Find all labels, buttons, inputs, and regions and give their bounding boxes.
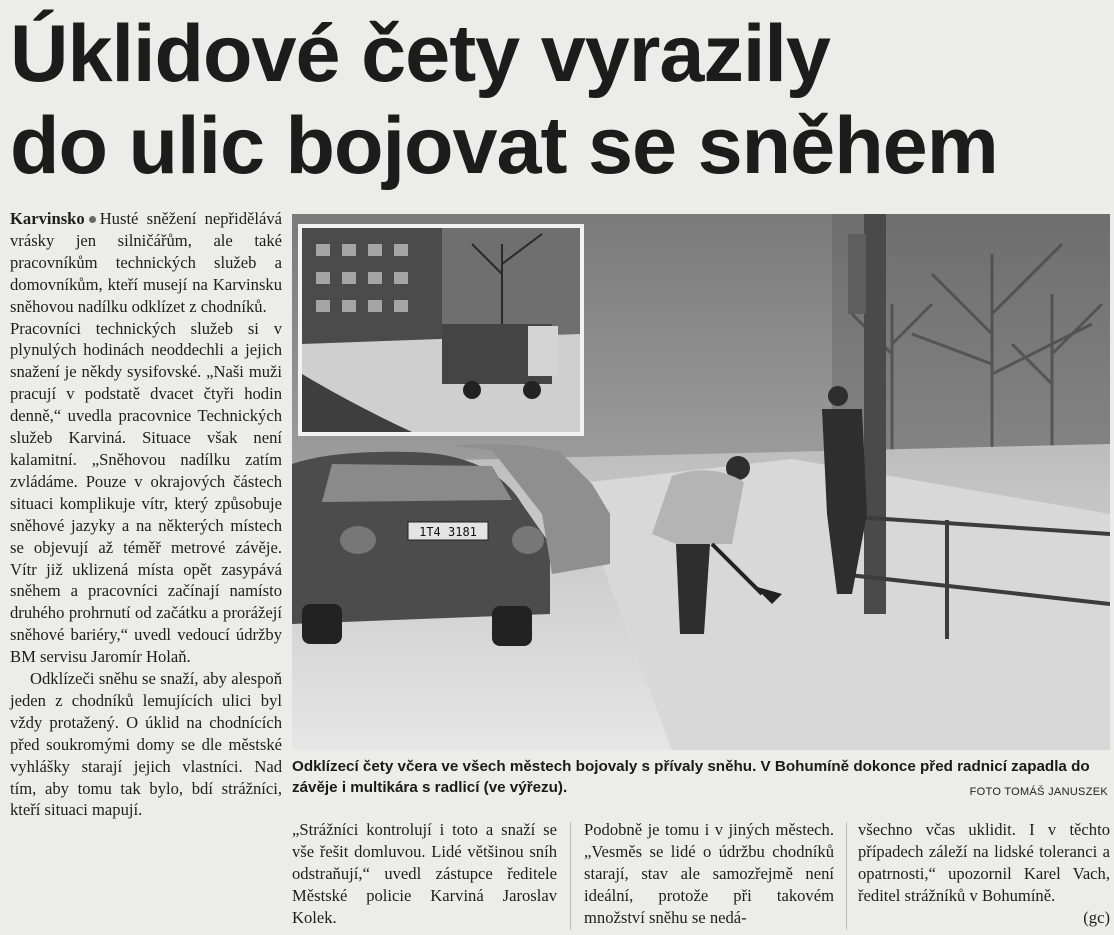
paragraph-1: Husté sněžení nepřidělává vrásky jen silničářům, ale také pracovníkům technických služeb a domovníkům, kteří musejí na Karvinsku sněhovou nadílku odklízet z chodníků. — [10, 209, 282, 316]
author-signature: (gc) — [1083, 907, 1110, 927]
bottom-column-2 — [584, 819, 834, 929]
bottom-paragraph-2: Podobně je tomu i v jiných městech. „Vesměs se lidé o údržbu chodníků starají, stav ale samozřejmě není ideální, protože při takovém množství sněhu se nedá- — [584, 820, 834, 927]
headline-line-2: do ulic bojovat se sněhem — [10, 101, 998, 191]
bottom-column-1 — [292, 819, 557, 929]
license-plate-text: 1T4 3181 — [419, 525, 477, 539]
left-column — [10, 208, 282, 821]
column-rule-1 — [570, 822, 571, 930]
column-rule-2 — [846, 822, 847, 930]
dateline-place: Karvinsko — [10, 209, 85, 228]
photo-caption: Odklízecí čety včera ve všech městech bojovaly s přívaly sněhu. V Bohumíně dokonce před radnicí zapadla do závěje i multikára s radlicí (ve výřezu). — [292, 758, 1090, 796]
headline-line-1: Úklidové čety vyrazily — [10, 9, 830, 99]
paragraph-2: Pracovníci technických služeb si v plynulých hodinách neoddechli a jejich snažení je někdy sysifovské. „Naši muži pracují v podstatě dvacet čtyři hodin denně,“ uvedla pracovnice Technických služeb Karviná. Situace však není kalamitní. „Sněhovou nadílku zatím zvládáme. Pouze v okrajových částech situaci komplikuje vítr, který způsobuje sněhové jazyky a na některých místech se objevují až téměř metrové závěje. Vítr již uklizená místa opět zasypává sněhem a pracovníci začínají namísto druhého prohrnutí od začátku a prorážejí sněhové bariéry,“ uvedl vedoucí údržby BM servisu Jaromír Holaň. — [10, 318, 282, 667]
headline — [10, 8, 1110, 192]
lead-paragraph — [10, 208, 282, 318]
bottom-paragraph-3: všechno včas uklidit. I v těchto případech záleží na lidské toleranci a opatrnosti,“ upozornil Karel Vach, ředitel strážníků v Bohumíně. — [858, 820, 1110, 905]
bullet-icon — [89, 216, 96, 223]
bottom-column-3 — [858, 819, 1110, 929]
photo-credit: FOTO TOMÁŠ JANUSZEK — [969, 786, 1108, 798]
paragraph-3: Odklízeči sněhu se snaží, aby alespoň jeden z chodníků lemujících ulici byl vždy protažený. O úklid na chodnících před soukromými domy se dle městské vyhlášky starají jejich vlastníci. Nad tím, aby tomu tak bylo, bdí strážníci, kteří situaci mapují. — [10, 669, 282, 820]
bottom-paragraph-1: „Strážníci kontrolují i toto a snaží se vše řešit domluvou. Lidé většinou sníh odstraňují,“ uvedl zástupce ředitele Městské policie Karviná Jaroslav Kolek. — [292, 820, 557, 927]
news-photo — [292, 214, 1110, 750]
